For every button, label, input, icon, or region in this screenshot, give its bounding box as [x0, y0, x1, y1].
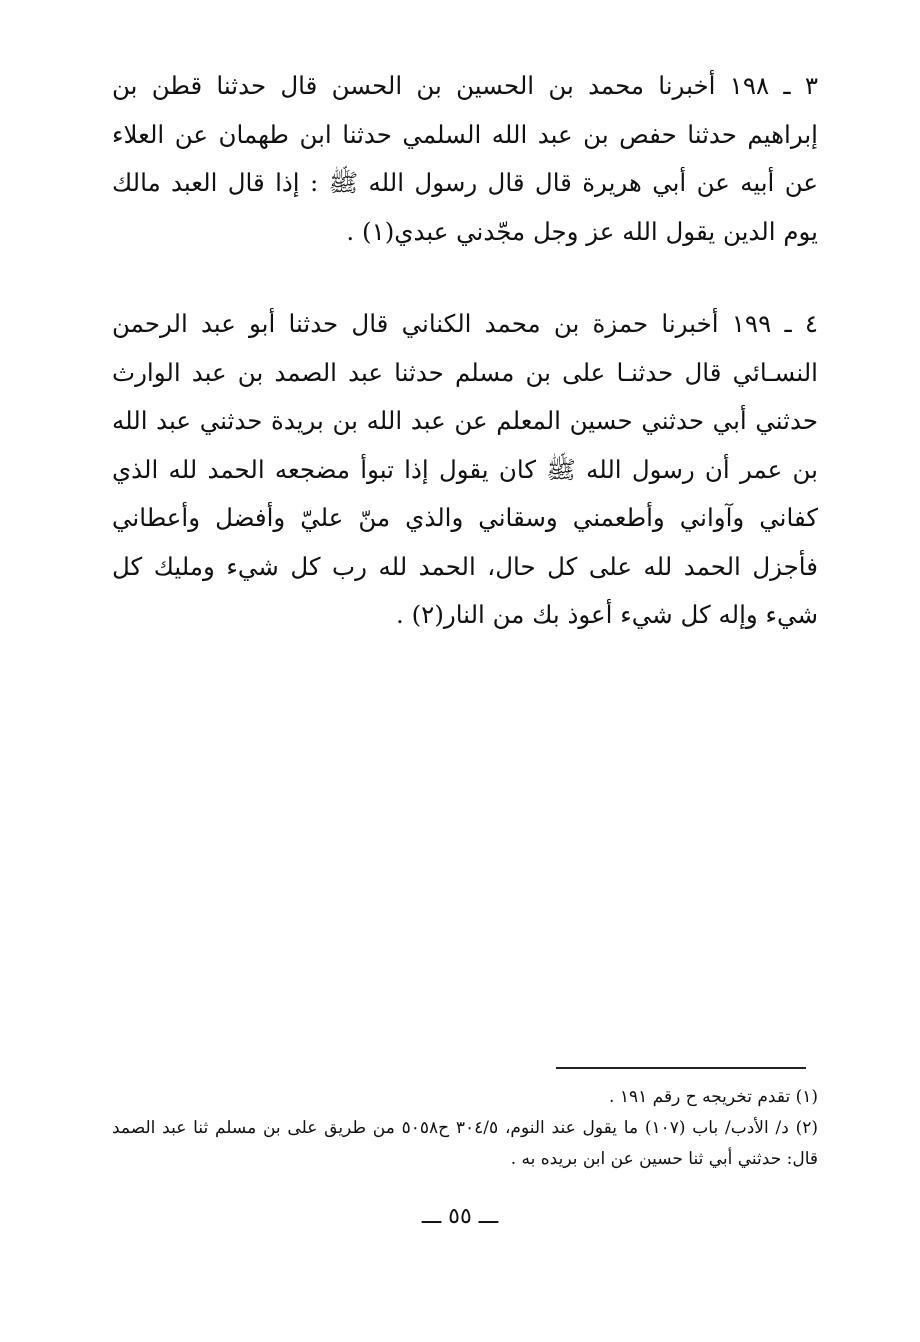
- main-text: [112, 62, 818, 640]
- hadith-paragraph-198: ٣ ـ ١٩٨ أخبرنا محمد بن الحسين بن الحسن قال حدثنا قطن بن إبراهيم حدثنا حفص بن عبد الله السلمي حدثنا ابن طهمان عن العلاء عن أبيه عن أبي هريرة قال قال رسول الله ﷺ : إذا قال العبد مالك يوم الدين يقول الله عز وجل مجّدني عبدي(١) .: [112, 71, 818, 246]
- footnote-divider: [556, 1067, 806, 1069]
- page-number: ـــ ٥٥ ـــ: [421, 1204, 499, 1229]
- footnote-1: (١) تقدم تخريجه ح رقم ١٩١ .: [609, 1087, 818, 1107]
- footnote-2: (٢) د/ الأدب/ باب (١٠٧) ما يقول عند النوم، ٣٠٤/٥ ح٥٠٥٨ من طريق على بن مسلم ثنا عبد الصمد قال: حدثني أبي ثنا حسين عن ابن بريده به .: [112, 1118, 818, 1169]
- footnotes: [112, 1082, 818, 1175]
- hadith-paragraph-199: ٤ ـ ١٩٩ أخبرنا حمزة بن محمد الكناني قال حدثنا أبو عبد الرحمن النسـائي قال حدثنـا على بن مسلم حدثنا عبد الصمد بن عبد الوارث حدثني أبي حدثني حسين المعلم عن عبد الله بن بريدة حدثني عبد الله بن عمر أن رسول الله ﷺ كان يقول إذا تبوأ مضجعه الحمد لله الذي كفاني وآواني وأطعمني وسقاني والذي منّ عليّ وأفضل وأعطاني فأجزل الحمد لله على كل حال، الحمد لله رب كل شيء ومليك كل شيء وإله كل شيء أعوذ بك من النار(٢) .: [112, 309, 818, 629]
